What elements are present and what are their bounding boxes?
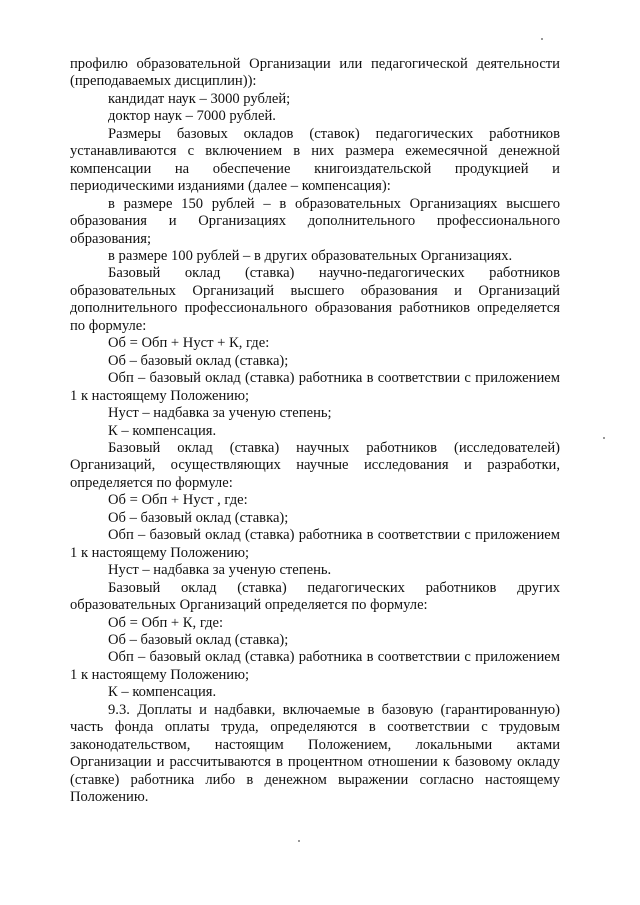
item-doctor: доктор наук – 7000 рублей.	[108, 108, 276, 125]
def-nust-1: Нуст – надбавка за ученую степень;	[108, 405, 332, 422]
formula-2: Об = Обп + Нуст , где:	[108, 492, 248, 509]
paragraph-profile-continuation: профилю образовательной Организации или педагогической деятельности (преподаваемых дисциплин)):	[70, 56, 560, 90]
paragraph-researchers: Базовый оклад (ставка) научных работников (исследователей) Организаций, осуществляющих научные исследования и разработки, определяется по формуле:	[70, 439, 560, 491]
item-100: в размере 100 рублей – в других образовательных Организациях.	[108, 247, 513, 264]
formula-1: Об = Обп + Нуст + К, где:	[108, 335, 270, 352]
def-obp-3: Обп – базовый оклад (ставка) работника в соответствии с приложением 1 к настоящему Положению;	[70, 649, 560, 683]
def-k-1: К – компенсация.	[108, 422, 217, 439]
item-candidate: кандидат наук – 3000 рублей;	[108, 90, 291, 107]
document-page	[70, 56, 560, 806]
paragraph-scientific-pedagogical: Базовый оклад (ставка) научно-педагогических работников образовательных Организаций высшего образования и Организаций дополнительного профессионального образования работников определяется по формуле:	[70, 265, 560, 334]
def-ob-1: Об – базовый оклад (ставка);	[108, 352, 289, 369]
scan-speck	[603, 437, 605, 439]
paragraph-9-3: 9.3. Доплаты и надбавки, включаемые в базовую (гарантированную) часть фонда оплаты труда, определяются в соответствии с трудовым законодательством, настоящим Положением, локальными актами Организации и рассчитываются в процентном отношении к базовому окладу (ставке) работника либо в денежном выражении согласно настоящему Положению.	[70, 701, 560, 806]
def-ob-3: Об – базовый оклад (ставка);	[108, 631, 289, 648]
scan-speck	[298, 840, 300, 842]
formula-3: Об = Обп + К, где:	[108, 614, 224, 631]
def-nust-2: Нуст – надбавка за ученую степень.	[108, 562, 332, 579]
def-k-3: К – компенсация.	[108, 684, 217, 701]
def-ob-2: Об – базовый оклад (ставка);	[108, 509, 289, 526]
paragraph-base-salaries: Размеры базовых окладов (ставок) педагогических работников устанавливаются с включением в них размера ежемесячной денежной компенсации на обеспечение книгоиздательской продукцией и периодическими изданиями (далее – компенсация):	[70, 125, 560, 195]
paragraph-pedagogical-other: Базовый оклад (ставка) педагогических работников других образовательных Организаций определяется по формуле:	[70, 579, 560, 614]
item-150: в размере 150 рублей – в образовательных Организациях высшего образования и Организациях дополнительного профессионального образования;	[70, 195, 560, 247]
def-obp-1: Обп – базовый оклад (ставка) работника в соответствии с приложением 1 к настоящему Положению;	[70, 370, 560, 404]
scan-speck	[541, 38, 543, 40]
def-obp-2: Обп – базовый оклад (ставка) работника в соответствии с приложением 1 к настоящему Положению;	[70, 527, 560, 561]
